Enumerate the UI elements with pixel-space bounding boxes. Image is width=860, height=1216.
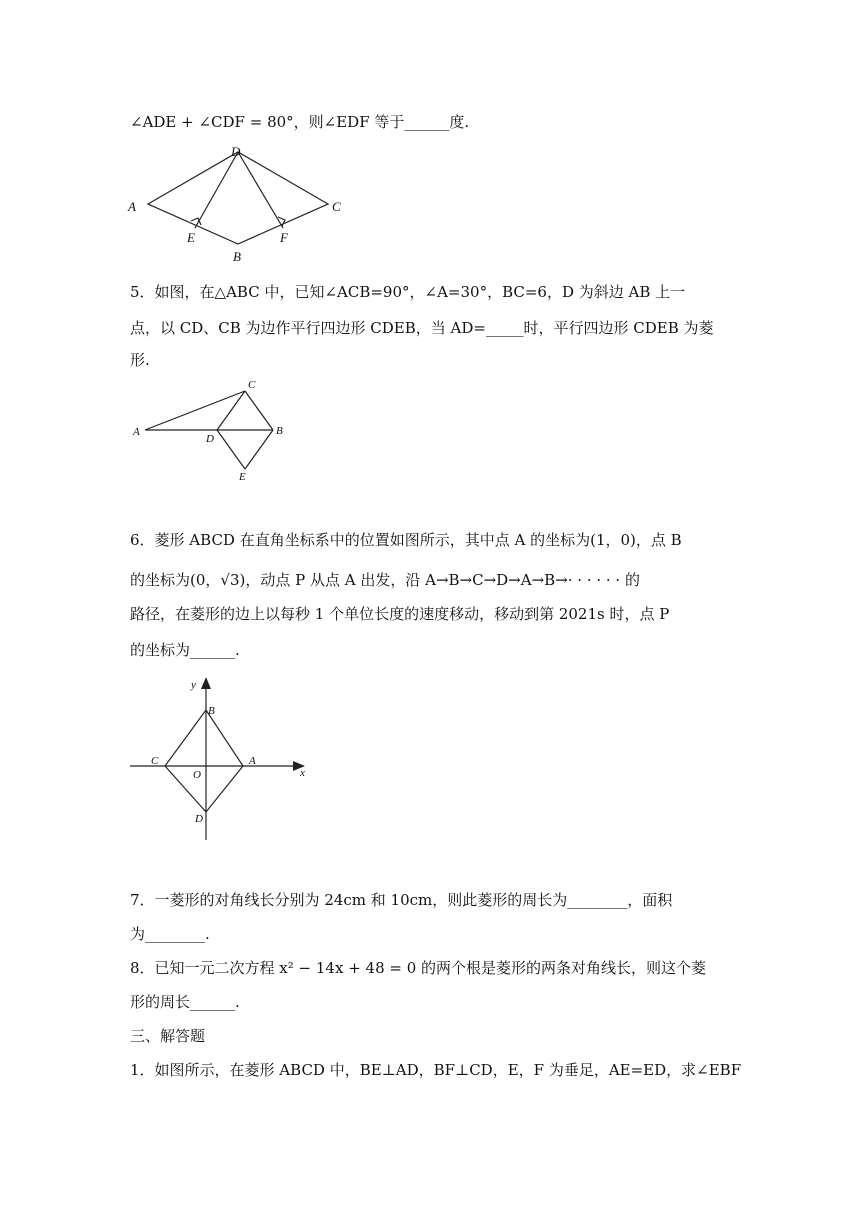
text-line-14: 1．如图所示，在菱形 ABCD 中，BE⊥AD，BF⊥CD，E，F 为垂足，AE=ED，求∠EBF bbox=[130, 1061, 742, 1079]
point-label-e: E bbox=[187, 230, 195, 245]
text-line-7: 路径，在菱形的边上以每秒 1 个单位长度的速度移动，移动到第 2021s 时，点 P bbox=[130, 605, 670, 623]
section-heading: 三、解答题 bbox=[130, 1027, 206, 1045]
segment-df bbox=[238, 152, 283, 228]
text-line-10: 为________. bbox=[130, 925, 210, 943]
text-line-12: 形的周长______. bbox=[130, 993, 240, 1011]
point-label-o: O bbox=[193, 769, 201, 781]
text-line-8: 的坐标为______. bbox=[130, 641, 240, 659]
point-label-c: C bbox=[332, 199, 341, 214]
point-label-a: A bbox=[249, 755, 256, 767]
figure-coordinate-rhombus bbox=[125, 672, 325, 847]
point-label-b: B bbox=[233, 249, 241, 264]
text-line-6: 的坐标为(0，√3)，动点 P 从点 A 出发，沿 A→B→C→D→A→B→· · · · · · 的 bbox=[130, 571, 640, 589]
segment-de bbox=[195, 152, 238, 228]
segment-cb bbox=[245, 391, 273, 430]
point-label-b: B bbox=[276, 425, 283, 437]
segment-de bbox=[217, 430, 245, 469]
text-line-2: 5．如图，在△ABC 中，已知∠ACB=90°，∠A=30°，BC=6，D 为斜边 AB 上一 bbox=[130, 283, 686, 301]
point-label-d: D bbox=[195, 813, 203, 825]
axis-label-y: y bbox=[191, 679, 196, 691]
text-line-4: 形. bbox=[130, 351, 150, 369]
point-label-c: C bbox=[151, 755, 159, 767]
point-label-d: D bbox=[206, 433, 214, 445]
segment-ac bbox=[145, 391, 245, 430]
figure-quadrilateral-adcb bbox=[120, 142, 360, 268]
quadrilateral-outline bbox=[148, 152, 328, 244]
segment-eb bbox=[245, 430, 273, 469]
point-label-d: D bbox=[231, 144, 241, 159]
y-axis-arrow bbox=[201, 677, 211, 689]
point-label-b: B bbox=[208, 705, 215, 717]
text-line-11: 8．已知一元二次方程 x² − 14x + 48 = 0 的两个根是菱形的两条对角线长，则这个菱 bbox=[130, 959, 707, 977]
figure-triangle-rhombus bbox=[125, 372, 300, 487]
point-label-a: A bbox=[128, 199, 136, 214]
text-line-3: 点，以 CD、CB 为边作平行四边形 CDEB，当 AD=_____时，平行四边形 CDEB 为菱 bbox=[130, 319, 714, 337]
point-label-c: C bbox=[248, 379, 256, 391]
text-line-9: 7．一菱形的对角线长分别为 24cm 和 10cm，则此菱形的周长为________，面积 bbox=[130, 891, 673, 909]
rhombus-abcd bbox=[165, 710, 243, 812]
point-label-a: A bbox=[133, 426, 140, 438]
text-line-5: 6．菱形 ABCD 在直角坐标系中的位置如图所示，其中点 A 的坐标为(1，0)，点 B bbox=[130, 531, 682, 549]
axis-label-x: x bbox=[300, 767, 305, 779]
point-label-f: F bbox=[280, 230, 288, 245]
point-label-e: E bbox=[239, 471, 246, 483]
text-line-1: ∠ADE + ∠CDF = 80°，则∠EDF 等于______度. bbox=[130, 113, 470, 131]
